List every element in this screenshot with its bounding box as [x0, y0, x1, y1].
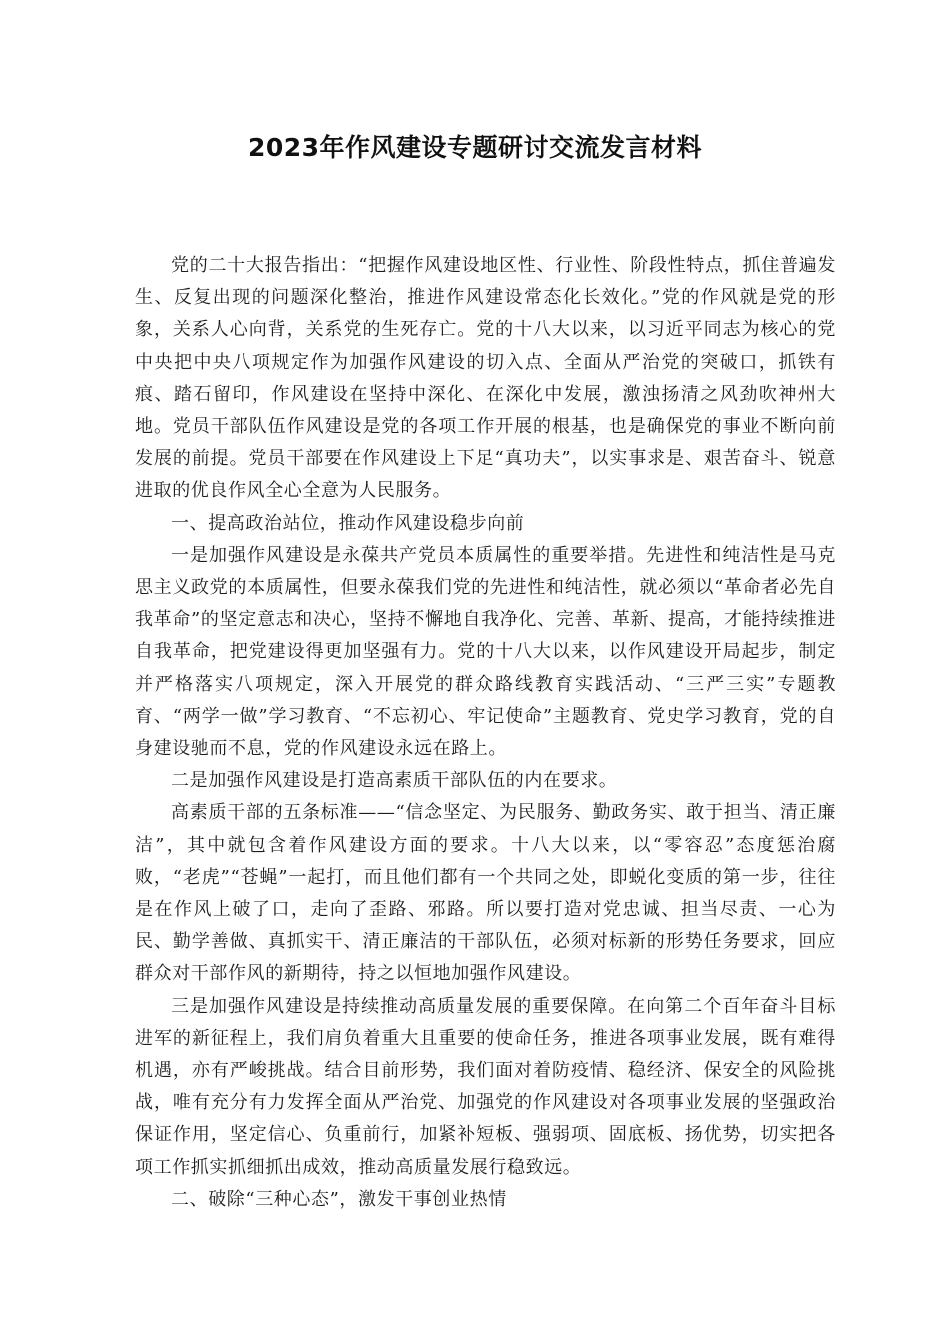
- document-body: [135, 250, 836, 1216]
- paragraph-point-1: 一是加强作风建设是永葆共产党员本质属性的重要举措。先进性和纯洁性是马克思主义政党的本质属性，但要永葆我们党的先进性和纯洁性，就必须以“革命者必先自我革命”的坚定意志和决心，坚持不懈地自我净化、完善、革新、提高，才能持续推进自我革命，把党建设得更加坚强有力。党的十八大以来，以作风建设开局起步，制定并严格落实八项规定，深入开展党的群众路线教育实践活动、“三严三实”专题教育、“两学一做”学习教育、“不忘初心、牢记使命”主题教育、党史学习教育，党的自身建设驰而不息，党的作风建设永远在路上。: [135, 544, 836, 760]
- paragraph-intro: 党的二十大报告指出：“把握作风建设地区性、行业性、阶段性特点，抓住普遍发生、反复出现的问题深化整治，推进作风建设常态化长效化。”党的作风就是党的形象，关系人心向背，关系党的生死存亡。党的十八大以来，以习近平同志为核心的党中央把中央八项规定作为加强作风建设的切入点、全面从严治党的突破口，抓铁有痕、踏石留印，作风建设在坚持中深化、在深化中发展，激浊扬清之风劲吹神州大地。党员干部队伍作风建设是党的各项工作开展的根基，也是确保党的事业不断向前发展的前提。党员干部要在作风建设上下足“真功夫”，以实事求是、艰苦奋斗、锐意进取的优良作风全心全意为人民服务。: [135, 255, 836, 502]
- section-heading-2: 二、破除“三种心态”，激发干事创业热情: [171, 1188, 507, 1210]
- paragraph-point-2-heading: 二是加强作风建设是打造高素质干部队伍的内在要求。: [171, 770, 618, 792]
- paragraph-point-2-body: 高素质干部的五条标准——“信念坚定、为民服务、勤政务实、敢于担当、清正廉洁”，其中就包含着作风建设方面的要求。十八大以来，以“零容忍”态度惩治腐败，“老虎”“苍蝇”一起打，而且他们都有一个共同之处，即蜕化变质的第一步，往往是在作风上破了口，走向了歪路、邪路。所以要打造对党忠诚、担当尽责、一心为民、勤学善做、真抓实干、清正廉洁的干部队伍，必须对标新的形势任务要求，回应群众对干部作风的新期待，持之以恒地加强作风建设。: [135, 802, 836, 985]
- paragraph-point-3: 三是加强作风建设是持续推动高质量发展的重要保障。在向第二个百年奋斗目标进军的新征程上，我们肩负着重大且重要的使命任务，推进各项事业发展，既有难得机遇，亦有严峻挑战。结合目前形势，我们面对着防疫情、稳经济、保安全的风险挑战，唯有充分有力发挥全面从严治党、加强党的作风建设对各项事业发展的坚强政治保证作用，坚定信心、负重前行，加紧补短板、强弱项、固底板、扬优势，切实把各项工作抓实抓细抓出成效，推动高质量发展行稳致远。: [135, 995, 836, 1178]
- document-title: 2023年作风建设专题研讨交流发言材料: [247, 133, 703, 162]
- section-heading-1: 一、提高政治站位，推动作风建设稳步向前: [171, 512, 525, 534]
